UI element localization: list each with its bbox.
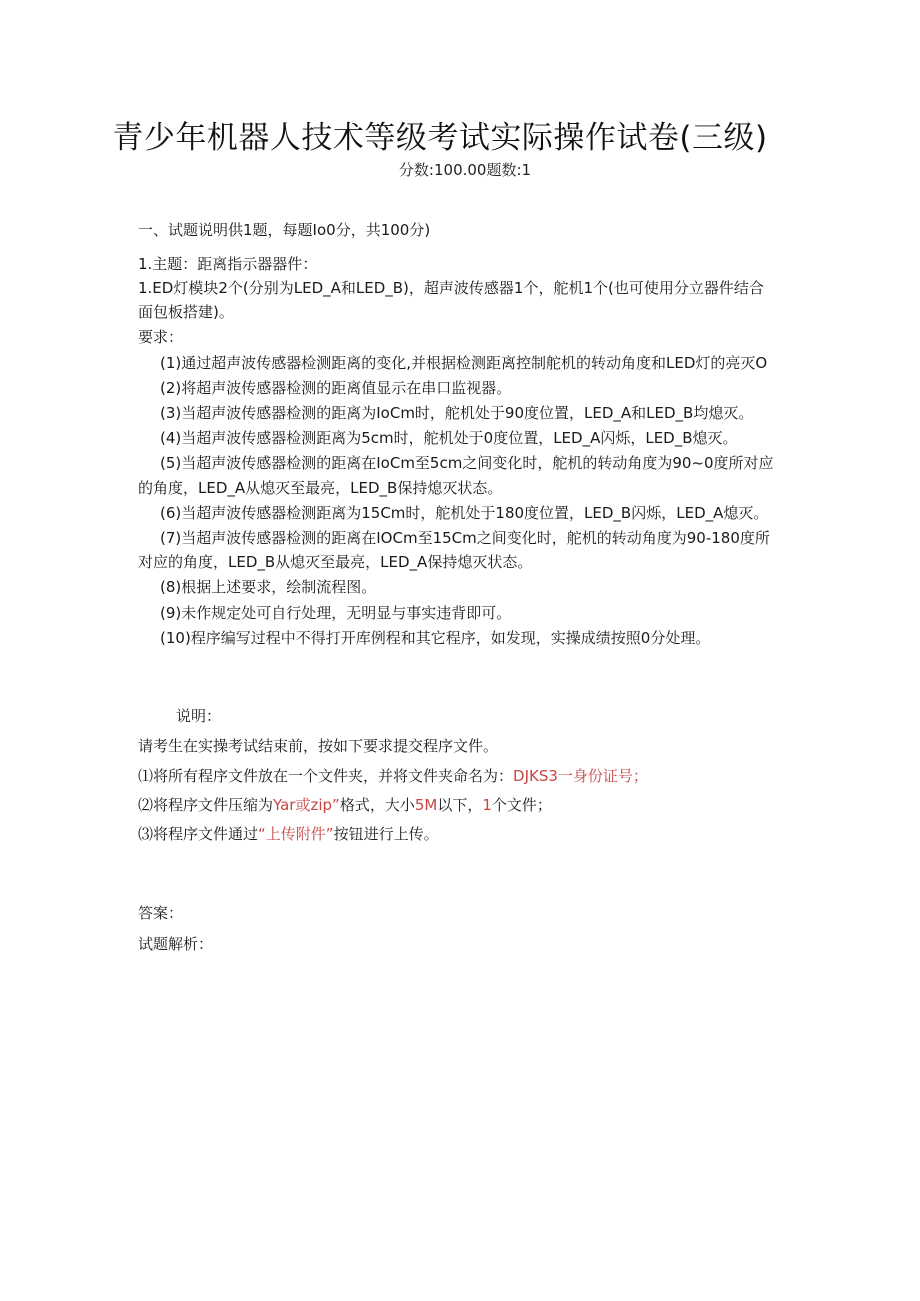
score-line: 分数:100.00题数:1	[398, 161, 532, 179]
requirement-item: (3)当超声波传感器检测的距离为IoCm时，舵机处于90度位置，LED_A和LED_B均熄灭。	[160, 404, 754, 422]
exam-title: 青少年机器人技术等级考试实际操作试卷(三级)	[112, 120, 768, 156]
components-line-1: 1.ED灯模块2个(分别为LED_A和LED_B)，超声波传感器1个，舵机1个(也可使用分立器件结合	[138, 279, 764, 297]
note-2-text: 个文件；	[491, 796, 552, 814]
note-2-text: 格式，大小	[339, 796, 415, 814]
archive-format: Yar或zip”	[273, 796, 340, 814]
note-3-text: ⑶将程序文件通过	[138, 825, 259, 843]
upload-attachment-label: “上传附件”	[258, 825, 334, 843]
requirement-item-continued: 的角度，LED_A从熄灭至最亮，LED_B保持熄灭状态。	[138, 479, 503, 497]
analysis-label: 试题解析：	[138, 935, 214, 953]
note-1-text: ⑴将所有程序文件放在一个文件夹，并将文件夹命名为：	[138, 767, 514, 785]
section-heading: 一、试题说明供1题，每题Io0分，共100分)	[138, 221, 431, 239]
requirement-item: (7)当超声波传感器检测的距离在IOCm至15Cm之间变化时，舵机的转动角度为90-180度所	[160, 529, 770, 547]
file-count: 1	[482, 796, 492, 814]
requirement-item: (5)当超声波传感器检测的距离在IoCm至5cm之间变化时，舵机的转动角度为90~0度所对应	[160, 454, 774, 472]
requirement-item: (8)根据上述要求，绘制流程图。	[160, 578, 377, 596]
topic-line: 1.主题：距离指示器器件：	[138, 255, 318, 273]
requirement-item: (2)将超声波传感器检测的距离值显示在串口监视器。	[160, 379, 512, 397]
size-limit: 5M	[414, 796, 438, 814]
note-2-text: ⑵将程序文件压缩为	[138, 796, 274, 814]
requirement-item: (1)通过超声波传感器检测距离的变化,并根据检测距离控制舵机的转动角度和LED灯的亮灭O	[160, 354, 768, 372]
note-3-text: 按钮进行上传。	[333, 825, 439, 843]
note-item-1	[138, 766, 648, 786]
components-line-2: 面包板搭建)。	[138, 303, 234, 321]
requirement-item: (10)程序编写过程中不得打开库例程和其它程序，如发现，实操成绩按照0分处理。	[160, 629, 711, 647]
requirement-item: (4)当超声波传感器检测距离为5cm时，舵机处于0度位置，LED_A闪烁，LED_B熄灭。	[160, 429, 738, 447]
answer-label: 答案：	[138, 904, 184, 922]
note-title: 说明：	[176, 707, 222, 725]
folder-name-format: DJKS3一身份证号；	[513, 767, 648, 785]
requirement-item: (6)当超声波传感器检测距离为15Cm时，舵机处于180度位置，LED_B闪烁，LED_A熄灭。	[160, 504, 769, 522]
requirements-label: 要求：	[138, 328, 184, 346]
note-intro: 请考生在实操考试结束前，按如下要求提交程序文件。	[138, 737, 499, 755]
note-2-text: 以下，	[437, 796, 483, 814]
note-item-3	[138, 824, 439, 844]
note-item-2	[138, 795, 552, 815]
requirement-item-continued: 对应的角度，LED_B从熄灭至最亮，LED_A保持熄灭状态。	[138, 553, 533, 571]
requirement-item: (9)未作规定处可自行处理，无明显与事实违背即可。	[160, 604, 512, 622]
